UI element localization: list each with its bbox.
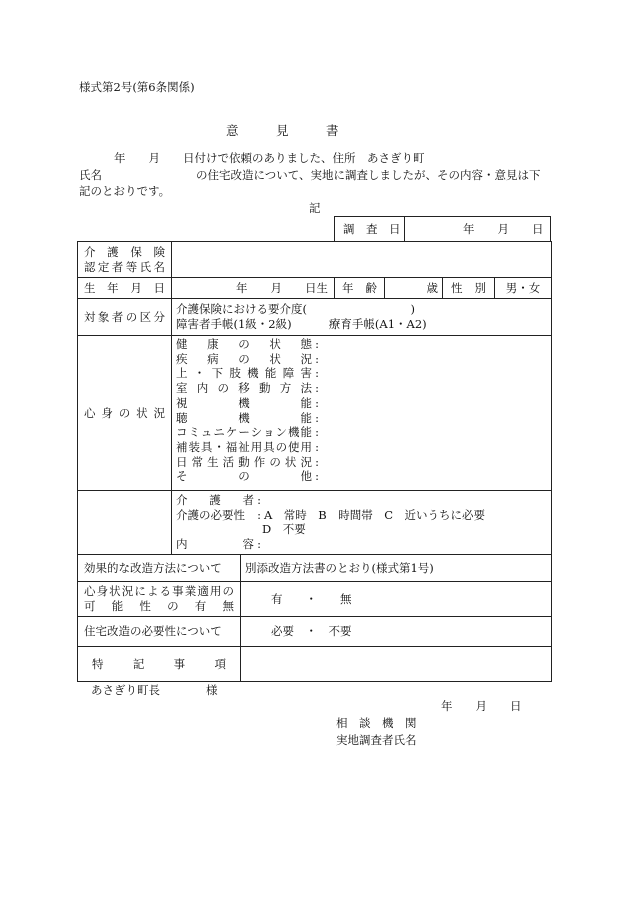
care-giver-item: 介護者 : bbox=[176, 493, 261, 507]
method-row bbox=[78, 555, 552, 582]
sex-value[interactable]: 男・女 bbox=[495, 278, 552, 299]
disability-handbook: 障害者手帳(1級・2級) bbox=[176, 317, 292, 331]
care-label-cell bbox=[78, 491, 172, 555]
necessity-value[interactable]: 必要 ・ 不要 bbox=[241, 617, 552, 647]
addressee: あさぎり町長 様 bbox=[91, 683, 218, 697]
condition-item-label: 健康の状態 bbox=[176, 337, 312, 351]
intro-name-label: 氏名 bbox=[79, 168, 102, 182]
birth-label: 生年月日 bbox=[78, 278, 172, 299]
necessity-label: 住宅改造の必要性について bbox=[78, 617, 241, 647]
applicability-label-line1: 心身状況による事業適用の bbox=[84, 584, 234, 599]
birth-value[interactable]: 年 月 日生 bbox=[172, 278, 335, 299]
care-need-label: 介護の必要性 bbox=[176, 507, 245, 522]
care-giver-label: 介護者 bbox=[176, 493, 254, 507]
insured-name-label bbox=[78, 242, 172, 278]
category-line-2 bbox=[176, 317, 547, 332]
condition-row bbox=[78, 336, 552, 491]
rehab-handbook: 療育手帳(A1・A2) bbox=[328, 317, 427, 331]
condition-item-label: 日常生活動作の状況 bbox=[176, 454, 312, 469]
age-label: 年齢 bbox=[335, 278, 385, 299]
notes-field[interactable] bbox=[241, 647, 552, 682]
survey-date-box bbox=[334, 216, 551, 241]
intro-line-2: の住宅改造について、実地に調査しましたが、その内容・意見は下 bbox=[196, 168, 541, 182]
condition-item: 疾病の状況 : bbox=[176, 351, 319, 366]
necessity-row bbox=[78, 617, 552, 647]
applicability-row bbox=[78, 582, 552, 617]
consultation-agency: 相 談 機 関 bbox=[336, 716, 417, 730]
category-line-1: 介護保険における要介度( ) bbox=[176, 302, 415, 317]
condition-item-label: 補装具・福祉用具の使用 bbox=[176, 439, 312, 454]
condition-item-label: 室内の移動方法 bbox=[176, 381, 312, 396]
care-row bbox=[78, 491, 552, 555]
condition-item: その他 : bbox=[176, 469, 319, 484]
applicability-label-line2: 可能性の有無 bbox=[84, 599, 234, 613]
condition-item-label: 疾病の状況 bbox=[176, 351, 312, 366]
ki-label: 記 bbox=[309, 201, 321, 215]
category-field[interactable] bbox=[172, 299, 552, 336]
document-title: 意 見 書 bbox=[226, 123, 339, 138]
insured-name-label-line1: 介護保険 bbox=[84, 244, 165, 259]
form-number: 様式第2号(第6条関係) bbox=[79, 80, 195, 94]
category-label: 対象者の区分 bbox=[78, 299, 172, 336]
condition-label: 心身の状況 bbox=[78, 336, 172, 491]
footer-date: 年 月 日 bbox=[441, 699, 522, 713]
condition-item: 上・下肢機能障害 : bbox=[176, 366, 319, 381]
notes-label: 特記事項 bbox=[78, 647, 241, 682]
method-value[interactable]: 別添改造方法書のとおり(様式第1号) bbox=[241, 555, 552, 582]
condition-item: 室内の移動方法 : bbox=[176, 381, 319, 396]
opinion-form-table bbox=[77, 241, 552, 682]
survey-date-value: 年 月 日 bbox=[463, 222, 544, 236]
care-need-option-d: D 不要 bbox=[262, 522, 306, 537]
condition-field[interactable] bbox=[172, 336, 552, 491]
condition-item: 健康の状態 : bbox=[176, 337, 319, 351]
condition-item-label: 上・下肢機能障害 bbox=[176, 366, 312, 381]
applicability-value[interactable]: 有 ・ 無 bbox=[241, 582, 552, 617]
category-row bbox=[78, 299, 552, 336]
condition-item-label: その他 bbox=[176, 469, 312, 484]
condition-item: コミュニケーション機能 : bbox=[176, 425, 319, 440]
sex-label: 性別 bbox=[443, 278, 495, 299]
condition-item: 日常生活動作の状況 : bbox=[176, 454, 319, 469]
survey-date-label: 調 査 日 bbox=[343, 222, 401, 236]
condition-item-label: 聴機能 bbox=[176, 410, 312, 425]
inspector-name: 実地調査者氏名 bbox=[336, 733, 417, 747]
condition-item-label: コミュニケーション機能 bbox=[176, 425, 312, 440]
care-content-label: 内容 bbox=[176, 537, 254, 552]
care-need-options: A 常時 B 時間帯 C 近いうちに必要 bbox=[264, 507, 486, 522]
condition-item: 聴機能 : bbox=[176, 410, 319, 425]
condition-item: 補装具・福祉用具の使用 : bbox=[176, 439, 319, 454]
insured-name-label-line2: 認定者等氏名 bbox=[84, 259, 165, 274]
care-content-item: 内容 : bbox=[176, 537, 261, 552]
intro-line-1: 年 月 日付けで依頼のありました、住所 あさぎり町 bbox=[114, 151, 425, 165]
condition-item: 視機能 : bbox=[176, 395, 319, 410]
condition-item-label: 視機能 bbox=[176, 395, 312, 410]
notes-row bbox=[78, 647, 552, 682]
insured-name-row bbox=[78, 242, 552, 278]
applicability-label bbox=[78, 582, 241, 617]
care-field[interactable] bbox=[172, 491, 552, 555]
insured-name-field[interactable] bbox=[172, 242, 552, 278]
method-label: 効果的な改造方法について bbox=[78, 555, 241, 582]
age-value[interactable]: 歳 bbox=[385, 278, 443, 299]
survey-date-label-cell bbox=[335, 217, 405, 242]
care-need-item: 介護の必要性 : A 常時 B 時間帯 C 近いうちに必要 bbox=[176, 507, 486, 522]
birth-row bbox=[78, 278, 552, 299]
intro-line-3: 記のとおりです。 bbox=[79, 184, 171, 198]
